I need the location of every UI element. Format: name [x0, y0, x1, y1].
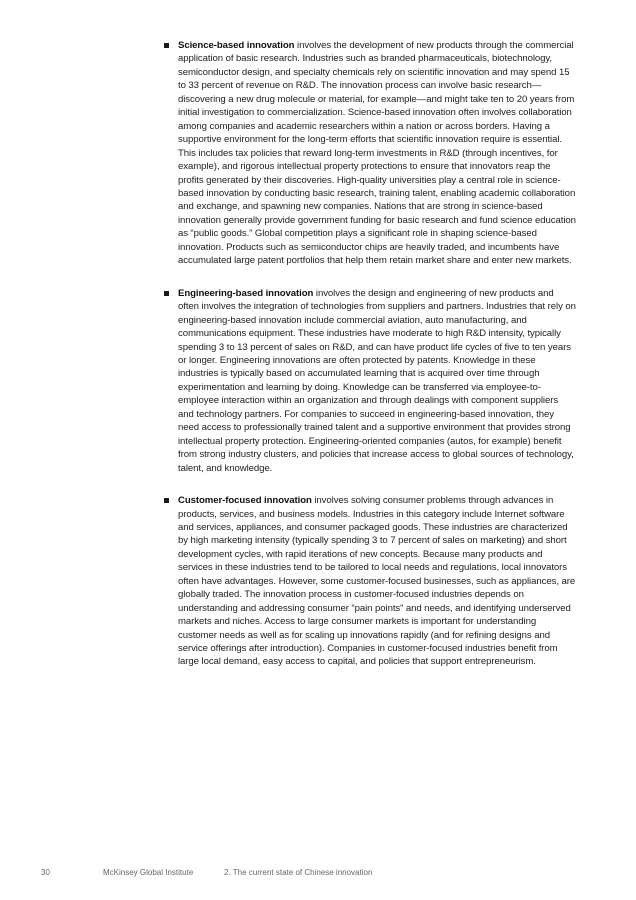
square-bullet-icon: [164, 498, 169, 503]
square-bullet-icon: [164, 43, 169, 48]
footer-organization: McKinsey Global Institute: [103, 868, 194, 877]
bullet-heading: Science-based innovation: [178, 40, 295, 51]
page-footer: [0, 868, 636, 882]
bullet-science-based: [164, 39, 576, 268]
bullet-customer-focused: [164, 494, 576, 669]
bullet-engineering-based: [164, 287, 576, 475]
bullet-body: involves solving consumer problems through advances in products, services, and business models. Industries in this category include Internet software and services, appliances, and consumer packaged goods. These industries are characterized by high marketing intensity (typically spending 3 to 7 percent of sales on marketing) and short development cycles, with rapid iterations of new concepts. Because many products and services in these industries tend to be tailored to local needs and regulations, local innovators often have advantages. However, some customer-focused businesses, such as appliances, are globally traded. The innovation process in customer-focused industries depends on understanding and addressing consumer “pain points” and needs, and identifying underserved markets and niches. Access to large consumer markets is important for understanding customer needs as well as for scaling up innovations rapidly (and for refining designs and service offerings after introduction). Companies in customer-focused industries benefit from large local demand, easy access to capital, and policies that support entrepreneurism.: [178, 495, 576, 668]
bullet-body: involves the development of new products through the commercial application of basic research. Industries such as branded pharmaceuticals, biotechnology, semiconductor design, and specialty chemicals rely on scientific innovation and may spend 15 to 33 percent of revenue on R&D. The innovation process can involve basic research—discovering a new drug molecule or material, for example—and might take ten to 20 years from initial investigation to commercialization. Science-based innovation often involves collaboration among companies and academic researchers within a nation or across borders. Having a supportive environment for the long-term efforts that scientific innovation require is essential. This includes tax policies that reward long-term investments in R&D (through incentives, for example), and rigorous intellectual property protections to ensure that innovators reap the profits generated by their discoveries. High-quality universities play a central role in science-based innovation by conducting basic research, training talent, enabling academic collaboration and exchange, and spawning new companies. Nations that are strong in science-based innovation generally provide government funding for basic research and fund science education as “public goods.” Global competition plays a significant role in shaping science-based innovation. Products such as semiconductor chips are heavily traded, and incumbents have accumulated large patent portfolios that help them retain market share and enter new markets.: [178, 40, 576, 267]
page-number: 30: [41, 868, 50, 877]
bullet-heading: Engineering-based innovation: [178, 287, 314, 299]
bullet-body: involves the design and engineering of new products and often involves the integration of technologies from suppliers and partners. Industries that rely on engineering-based innovation include commercial aviation, auto manufacturing, and communications equipment. These industries have moderate to high R&D intensity, typically spending 3 to 13 percent of sales on R&D, and can have product life cycles of five to ten years or longer. Engineering innovations are often protected by patents. Knowledge in these industries is typically based on accumulated learning that is acquired over time through experimentation and learning by doing. Knowledge can be transferred via employee-to-employee interaction within an organization and through dealings with component suppliers and technology partners. For companies to succeed in engineering-based innovation, they need access to professionally trained talent and a supportive environment that provides strong intellectual property protection. Engineering-oriented companies (autos, for example) benefit from strong industry clusters, and policies that increase access to global sources of technology, talent, and knowledge.: [178, 287, 576, 474]
footer-section-title: 2. The current state of Chinese innovation: [224, 868, 373, 877]
bullet-heading: Customer-focused innovation: [178, 495, 312, 507]
square-bullet-icon: [164, 291, 169, 296]
innovation-types-list: [164, 39, 576, 688]
